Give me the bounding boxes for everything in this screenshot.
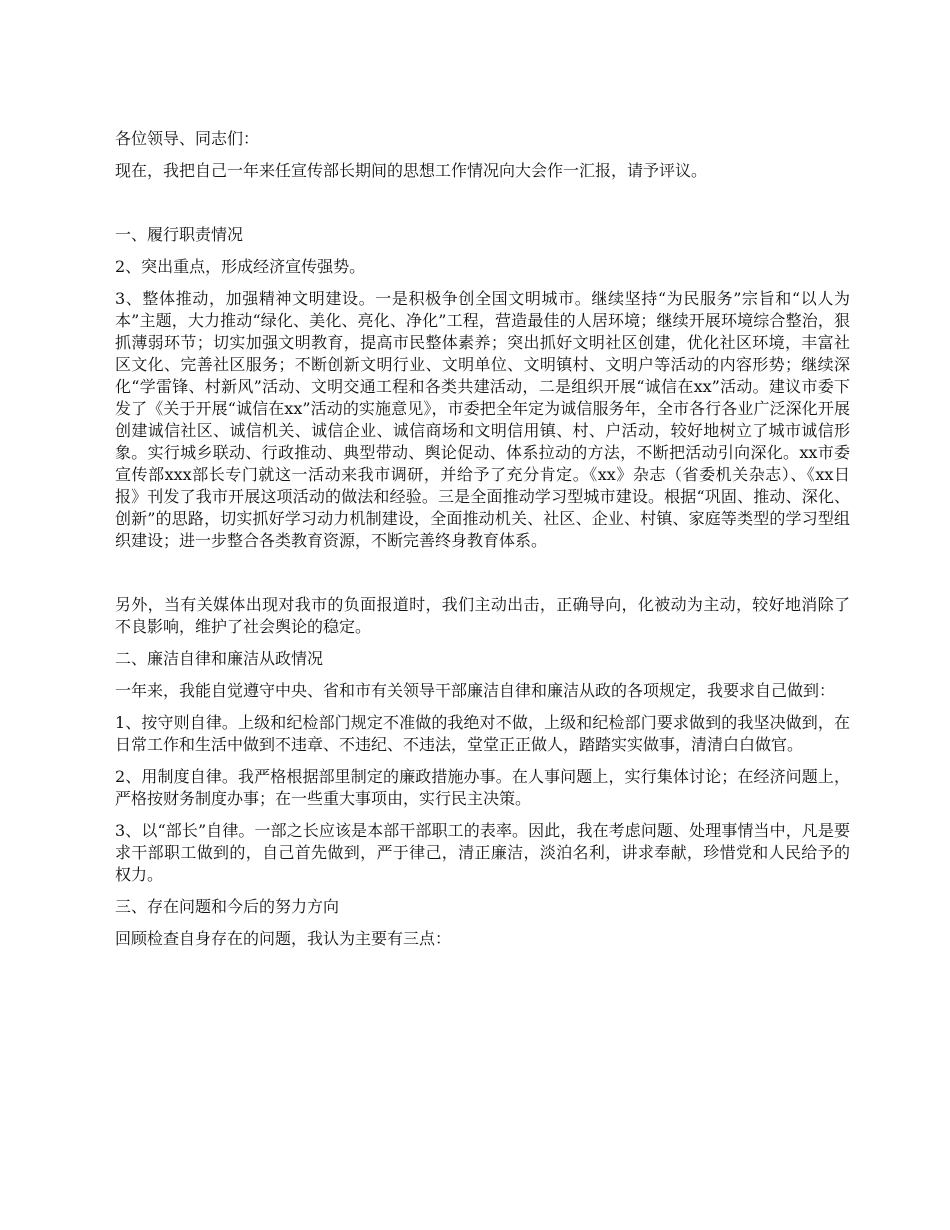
section-2-intro: 一年来，我能自觉遵守中央、省和市有关领导干部廉洁自律和廉洁从政的各项规定，我要求自己做到： xyxy=(115,681,836,700)
media-paragraph: 另外，当有关媒体出现对我市的负面报道时，我们主动出击，正确导向，化被动为主动，较好地消除了不良影响，维护了社会舆论的稳定。 xyxy=(115,595,850,636)
section-3-intro: 回顾检查自身存在的问题，我认为主要有三点： xyxy=(115,929,452,948)
section-1-item-3: 3、整体推动，加强精神文明建设。一是积极争创全国文明城市。继续坚持“为民服务”宗旨和“以人为本”主题，大力推动“绿化、美化、亮化、净化”工程，营造最佳的人居环境；继续开展环境综合整治，狠抓薄弱环节；切实加强文明教育，提高市民整体素养；突出抓好文明社区创建，优化社区环境，丰富社区文化、完善社区服务；不断创新文明行业、文明单位、文明镇村、文明户等活动的内容形势；继续深化“学雷锋、村新风”活动、文明交通工程和各类共建活动，二是组织开展“诚信在xx”活动。建议市委下发了《关于开展“诚信在xx”活动的实施意见》，市委把全年定为诚信服务年，全市各行各业广泛深化开展创建诚信社区、诚信机关、诚信企业、诚信商场和文明信用镇、村、户活动，较好地树立了城市诚信形象。实行城乡联动、行政推动、典型带动、舆论促动、体系拉动的方法，不断把活动引向深化。xx市委宣传部xxx部长专门就这一活动来我市调研，并给予了充分肯定。《xx》杂志（省委机关杂志）、《xx日报》刊发了我市开展这项活动的做法和经验。三是全面推动学习型城市建设。根据“巩固、推动、深化、创新”的思路，切实抓好学习动力机制建设，全面推动机关、社区、企业、村镇、家庭等类型的学习型组织建设；进一步整合各类教育资源，不断完善终身教育体系。 xyxy=(115,289,850,550)
section-2-item-3: 3、以“部长”自律。一部之长应该是本部干部职工的表率。因此，我在考虑问题、处理事情当中，凡是要求干部职工做到的，自己首先做到，严于律己，清正廉洁，淡泊名利，讲求奉献，珍惜党和人民给予的权力。 xyxy=(115,821,850,884)
section-3-heading: 三、存在问题和今后的努力方向 xyxy=(115,897,340,916)
spacer xyxy=(115,192,850,224)
section-1-item-2: 2、突出重点，形成经济宣传强势。 xyxy=(115,257,366,276)
section-2-item-1: 1、按守则自律。上级和纪检部门规定不准做的我绝对不做，上级和纪检部门要求做到的我坚决做到，在日常工作和生活中做到不违章、不违纪、不违法，堂堂正正做人，踏踏实实做事，清清白白做官。 xyxy=(115,713,850,754)
greeting: 各位领导、同志们： xyxy=(115,129,260,148)
document-body xyxy=(115,128,850,960)
section-2-item-2: 2、用制度自律。我严格根据部里制定的廉政措施办事。在人事问题上，实行集体讨论；在经济问题上，严格按财务制度办事；在一些重大事项由，实行民主决策。 xyxy=(115,767,850,808)
spacer xyxy=(115,562,850,594)
section-1-heading: 一、履行职责情况 xyxy=(115,225,244,244)
intro-paragraph: 现在，我把自己一年来任宣传部长期间的思想工作情况向大会作一汇报，请予评议。 xyxy=(115,161,708,180)
section-2-heading: 二、廉洁自律和廉洁从政情况 xyxy=(115,649,324,668)
